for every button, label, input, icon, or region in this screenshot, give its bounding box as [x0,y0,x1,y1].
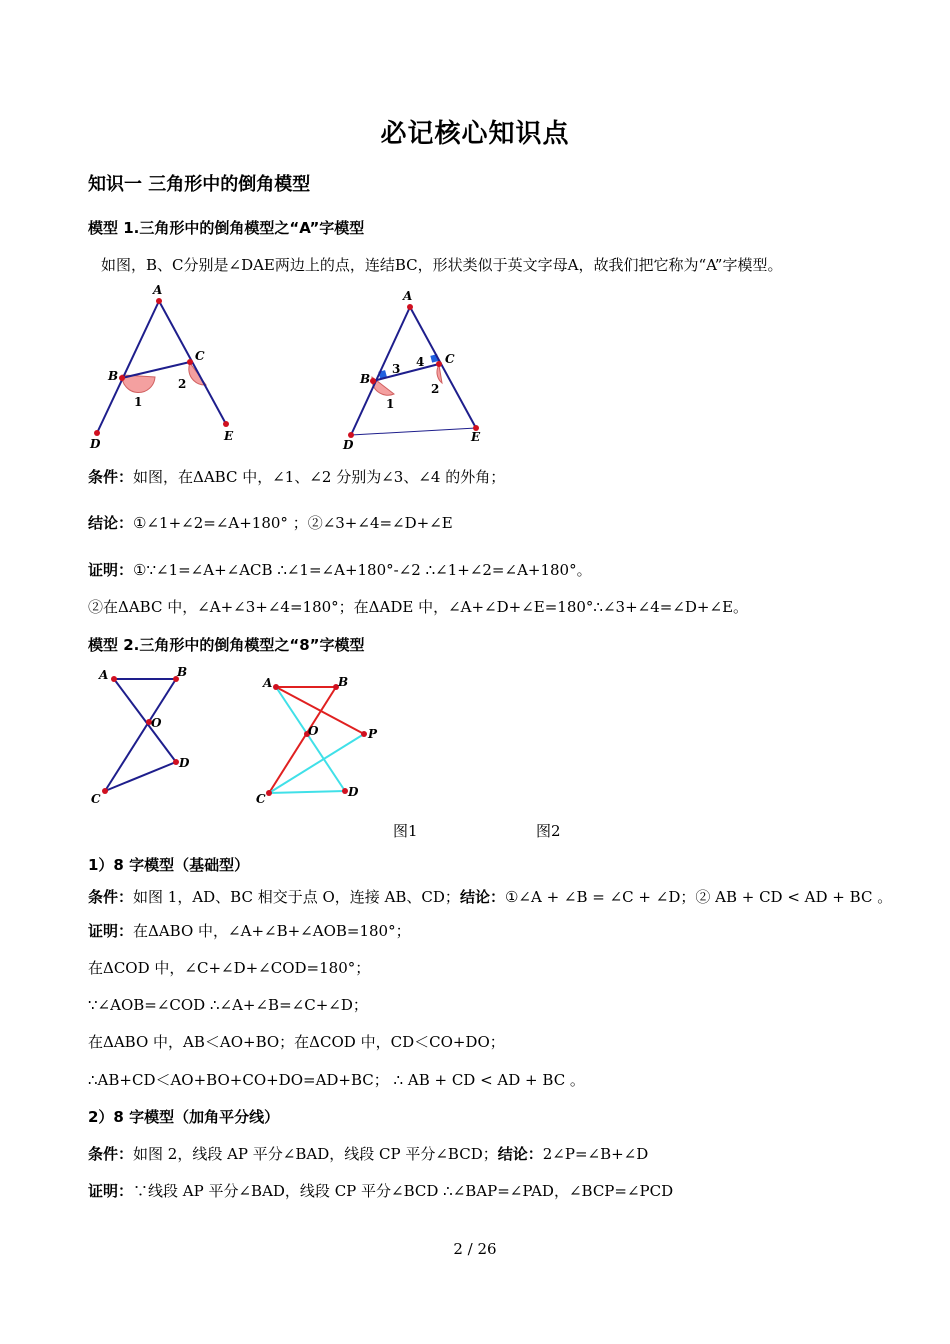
basic-proof-2: 在ΔCOD 中，∠C+∠D+∠COD=180°； [88,959,371,977]
label-d: D [90,437,101,451]
basic-proof-3: ∵∠AOB=∠COD ∴∠A+∠B=∠C+∠D； [88,996,368,1014]
label-p: P [368,727,378,741]
model2-heading: 模型 2.三角形中的倒角模型之“8”字模型 [88,636,365,654]
page-title: 必记核心知识点 [380,119,570,149]
basic-proof-5: ∴AB+CD＜AO+BO+CO+DO=AD+BC； ∴ AB + CD < AD + BC 。 [88,1071,585,1089]
label-e: E [224,429,234,443]
label-angle-2: 2 [431,382,440,396]
label-d: D [179,756,190,770]
label-d: D [348,785,359,799]
figure-1-caption: 图1 [393,822,418,840]
page-number: 2 / 26 [453,1240,497,1258]
label-angle-1: 1 [386,397,395,411]
model1-proof-1: 证明：①∵∠1=∠A+∠ACB ∴∠1=∠A+180°-∠2 ∴∠1+∠2=∠A+180°。 [88,561,592,579]
label-b: B [338,675,349,689]
label-c: C [445,352,455,366]
bisector-proof-1: 证明：∵线段 AP 平分∠BAD，线段 CP 平分∠BCD ∴∠BAP=∠PAD，∠BCP=∠PCD [88,1182,674,1200]
eight-model-figure-2 [255,672,395,812]
label-d: D [343,438,354,452]
label-e: E [471,430,481,444]
label-o: O [151,716,162,730]
model1-heading: 模型 1.三角形中的倒角模型之“A”字模型 [88,219,365,237]
label-angle-3: 3 [392,362,401,376]
label-a: A [153,283,163,297]
label-a: A [403,289,413,303]
label-angle-1: 1 [134,395,143,409]
figure-2-caption: 图2 [536,822,561,840]
bisector-heading: 2）8 字模型（加角平分线） [88,1108,280,1126]
label-c: C [91,792,101,806]
basic-heading: 1）8 字模型（基础型） [88,856,250,874]
model1-conclusion: 结论：①∠1+∠2=∠A+180° ；②∠3+∠4=∠D+∠E [88,514,453,532]
label-b: B [108,369,119,383]
a-model-figure-right [340,285,510,455]
eight-model-figure-1 [90,664,210,809]
label-a: A [263,676,273,690]
model1-condition: 条件：如图，在ΔABC 中，∠1、∠2 分别为∠3、∠4 的外角； [88,468,506,486]
label-o: O [308,724,319,738]
basic-proof-4: 在ΔABO 中，AB＜AO+BO；在ΔCOD 中，CD＜CO+DO； [88,1033,505,1051]
label-angle-2: 2 [178,377,187,391]
label-c: C [256,792,266,806]
section-heading: 知识一 三角形中的倒角模型 [88,174,311,195]
model1-proof-2: ②在ΔABC 中，∠A+∠3+∠4=180°；在ΔADE 中，∠A+∠D+∠E=180°∴∠3+∠4=∠D+∠E。 [88,598,749,616]
label-angle-4: 4 [416,355,425,369]
basic-proof-1: 证明：在ΔABO 中，∠A+∠B+∠AOB=180°； [88,922,411,940]
label-c: C [195,349,205,363]
model1-intro: 如图，B、C分别是∠DAE两边上的点，连结BC，形状类似于英文字母A，故我们把它称为“A”字模型。 [101,256,783,274]
bisector-condition: 条件：如图 2，线段 AP 平分∠BAD，线段 CP 平分∠BCD；结论：2∠P=∠B+∠D [88,1145,649,1163]
label-a: A [99,668,109,682]
basic-condition: 条件：如图 1，AD、BC 相交于点 O，连接 AB、CD；结论：①∠A + ∠B = ∠C + ∠D；② AB + CD < AD + BC 。 [88,888,893,906]
a-model-figure-left [80,280,270,455]
label-b: B [360,372,371,386]
label-b: B [177,665,188,679]
